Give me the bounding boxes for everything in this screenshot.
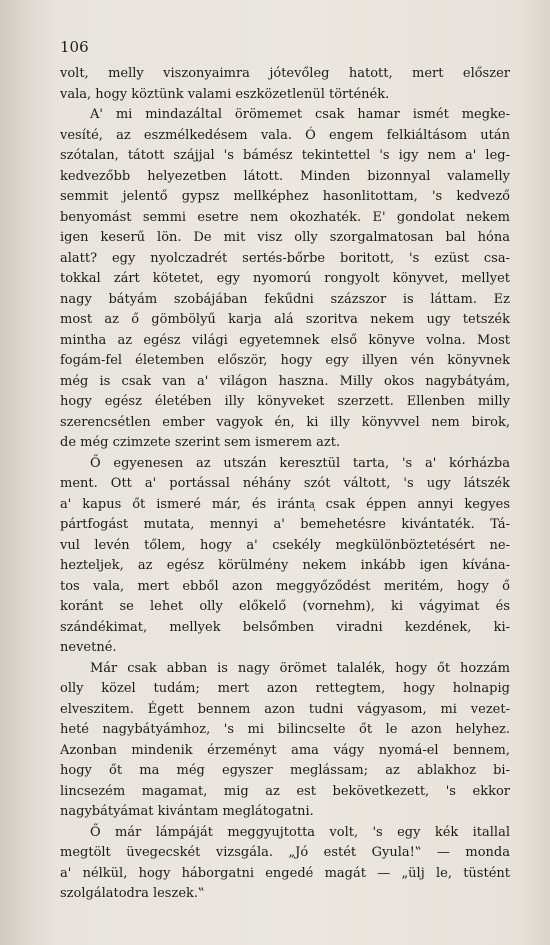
text-line: benyomást semmi esetre nem okozhaték. E' gondolat nekem <box>60 209 510 225</box>
text-line: Azonban mindenik érzeményt ama vágy nyomá-el bennem, <box>60 742 510 758</box>
text-line: nagy bátyám szobájában fekűdni százszor is láttam. Ez <box>60 291 510 307</box>
text-line: elveszitem. Égett bennem azon tudni vágyasom, mi vezet- <box>60 701 510 717</box>
text-line: koránt se lehet olly előkelő (vornehm), ki vágyimat és <box>60 599 510 614</box>
text-line: olly közel tudám; mert azon rettegtem, hogy holnapig <box>60 681 510 696</box>
text-line: kedvezőbb helyezetben látott. Minden bizonnyal valamelly <box>60 168 510 184</box>
text-line: tokkal zárt kötetet, egy nyomorú rongyolt könyvet, mellyet <box>60 271 510 286</box>
text-line: a' kapus őt ismeré már, és irántaͅ csak éppen annyi kegyes <box>60 496 510 512</box>
text-line: most az ő gömbölyű karja alá szoritva nekem ugy tetszék <box>60 312 510 327</box>
text-line: Már csak abban is nagy örömet talalék, hogy őt hozzám <box>90 660 510 676</box>
text-line: tos vala, mert ebből azon meggyőződést meritém, hogy ő <box>60 578 510 594</box>
text-line: heté nagybátyámhoz, 's mi bilincselte őt le azon helyhez. <box>60 722 510 737</box>
text-line: hogy egész életében illy könyveket szerzett. Ellenben milly <box>60 394 510 409</box>
text-line: igen keserű lön. De mit visz olly szorgalmatosan bal hóna <box>60 230 510 245</box>
text-line: fogám-fel életemben először, hogy egy illyen vén könyvnek <box>60 353 510 368</box>
text-line: lincsezém magamat, mig az est bekövetkezett, 's ekkor <box>60 783 510 799</box>
text-line: még is csak van a' világon haszna. Milly okos nagybátyám, <box>60 373 510 389</box>
text-line: szándékimat, mellyek belsőmben viradni kezdének, ki- <box>60 619 510 635</box>
text-line: vesíté, az eszmélkedésem vala. Ó engem felkiáltásom után <box>60 127 510 143</box>
text-line: hogy őt ma még egyszer meglássam; az ablakhoz bi- <box>60 763 510 778</box>
text-line: Ő egyenesen az utszán keresztül tarta, 's a' kórházba <box>90 455 510 471</box>
text-line: szerencsétlen ember vagyok én, ki illy könyvvel nem birok, <box>60 414 510 430</box>
text-line: vala, hogy köztünk valami eszközetlenül történék. <box>60 86 390 102</box>
text-line: nagybátyámat kivántam meglátogatni. <box>60 804 314 819</box>
text-line: mintha az egész világi egyetemnek első könyve volna. Most <box>60 332 510 348</box>
text-line: a' nélkül, hogy háborgatni engedé magát — „ülj le, tüstént <box>60 865 510 881</box>
text-line: nevetné. <box>60 640 117 655</box>
body-text <box>60 64 510 905</box>
text-line: semmit jelentő gypsz mellképhez hasonlitottam, 's kedvező <box>60 189 510 204</box>
text-line: vul levén tőlem, hogy a' csekély megkülönböztetésért ne- <box>60 537 510 553</box>
text-line: ment. Ott a' portással néhány szót váltott, 's ugy látszék <box>60 476 510 491</box>
text-line: alatt? egy nyolczadrét sertés-bőrbe boritott, 's ezüst csa- <box>60 250 510 266</box>
page-number: 106 <box>60 38 89 56</box>
text-line: Ő már lámpáját meggyujtotta volt, 's egy kék itallal <box>90 824 510 840</box>
text-line: szolgálatodra leszek.‟ <box>60 886 205 901</box>
text-line: megtölt üvegecskét vizsgála. „Jó estét Gyula!‟ — monda <box>60 845 510 860</box>
text-line: hezteljek, az egész körülmény nekem inkább igen kívána- <box>60 558 510 573</box>
text-line: volt, melly viszonyaimra jótevőleg hatott, mert előszer <box>60 66 510 81</box>
text-line: pártfogást mutata, mennyi a' bemehetésre kivántaték. Tá- <box>60 517 510 532</box>
text-line: A' mi mindazáltal örömemet csak hamar ismét megke- <box>90 107 510 122</box>
text-line: de még czimzete szerint sem ismerem azt. <box>60 435 341 450</box>
text-line: szótalan, tátott szájjal 's bámész tekintettel 's igy nem a' leg- <box>60 148 510 163</box>
